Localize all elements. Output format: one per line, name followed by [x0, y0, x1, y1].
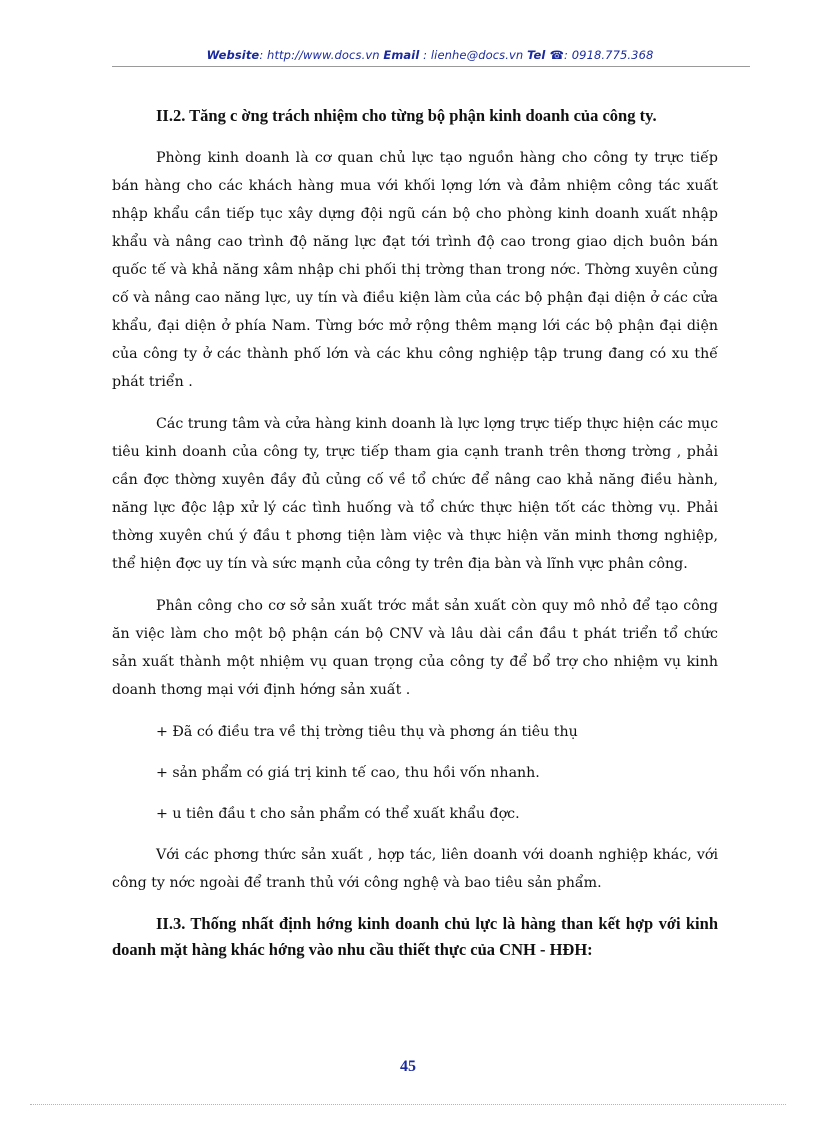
bullet-item-1: + Đã có điều tra về thị trờng tiêu thụ và phơng án tiêu thụ — [156, 724, 578, 740]
body-paragraph-2: Các trung tâm và cửa hàng kinh doanh là lực lợng trực tiếp thực hiện các mục tiêu kinh doanh của công ty, trực tiếp tham gia cạnh tranh trên thơng trờng , phải cần đợc thờng xuyên đầy đủ củng cố về tổ chức để nâng cao khả năng điều hành, năng lực độc lập xử lý các tình huống và tổ chức thực hiện tốt các thờng vụ. Phải thờng xuyên chú ý đầu t phơng tiện làm việc và thực hiện văn minh thơng nghiệp, thể hiện đợc uy tín và sức mạnh của công ty trên địa bàn và lĩnh vực phân công. — [112, 416, 719, 572]
document-body — [112, 98, 718, 963]
page-number: 45 — [400, 1058, 416, 1075]
footer-divider — [30, 1104, 786, 1105]
tel-label: Tel ☎ — [527, 48, 564, 62]
email-value[interactable]: : lienhe@docs.vn — [423, 48, 524, 62]
body-paragraph-3: Phân công cho cơ sở sản xuất trớc mắt sản xuất còn quy mô nhỏ để tạo công ăn việc làm cho một bộ phận cán bộ CNV và lâu dài cần đầu t phát triển tổ chức sản xuất thành một nhiệm vụ quan trọng của công ty để bổ trợ cho nhiệm vụ kinh doanh thơng mại với định hớng sản xuất . — [112, 598, 718, 698]
closing-paragraph: Với các phơng thức sản xuất , hợp tác, liên doanh với doanh nghiệp khác, với công ty nớc ngoài để tranh thủ với công nghệ và bao tiêu sản phẩm. — [112, 847, 718, 891]
section-heading-ii2: II.2. Tăng c ờng trách nhiệm cho từng bộ phận kinh doanh của công ty. — [156, 106, 657, 125]
bullet-item-3: + u tiên đầu t cho sản phẩm có thể xuất khẩu đợc. — [156, 806, 520, 822]
website-value[interactable]: : http://www.docs.vn — [259, 48, 380, 62]
bullet-item-2: + sản phẩm có giá trị kinh tế cao, thu hồi vốn nhanh. — [156, 765, 540, 781]
body-paragraph-1: Phòng kinh doanh là cơ quan chủ lực tạo nguồn hàng cho công ty trực tiếp bán hàng cho các khách hàng mua với khối lợng lớn và đảm nhiệm công tác xuất nhập khẩu cần tiếp tục xây dựng đội ngũ cán bộ cho phòng kinh doanh xuất nhập khẩu và nâng cao trình độ năng lực đạt tới trình độ cao trong giao dịch buôn bán quốc tế và khả năng xâm nhập chi phối thị trờng than trong nớc. Thờng xuyên củng cố và nâng cao năng lực, uy tín và điều kiện làm của các bộ phận đại diện ở các cửa khẩu, đại diện ở phía Nam. Từng bớc mở rộng thêm mạng lới các bộ phận đại diện của công ty ở các thành phố lớn và các khu công nghiệp tập trung đang có xu thế phát triển . — [112, 150, 718, 390]
tel-value: : 0918.775.368 — [564, 48, 654, 62]
website-label: Website — [206, 48, 260, 62]
page-header — [110, 48, 750, 62]
header-divider — [112, 66, 750, 67]
section-heading-ii3: II.3. Thống nhất định hớng kinh doanh chủ lực là hàng than kết hợp với kinh doanh mặt hàng khác hớng vào nhu cầu thiết thực của CNH - HĐH: — [112, 914, 718, 959]
email-label: Email — [383, 48, 420, 62]
